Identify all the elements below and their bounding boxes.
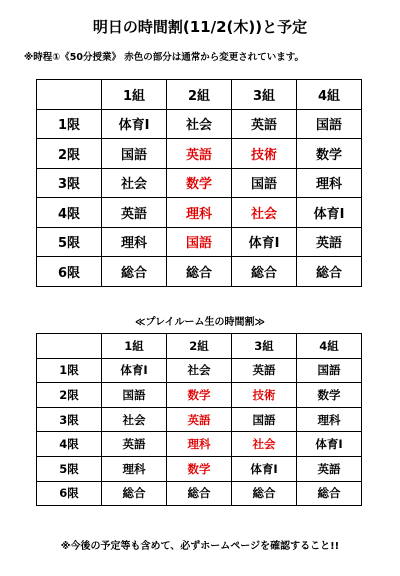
table-row xyxy=(37,257,362,287)
subject-cell: 体育Ⅰ xyxy=(232,227,297,257)
subject-cell: 理科 xyxy=(167,432,232,457)
timetable-playroom xyxy=(36,333,362,506)
subject-cell: 技術 xyxy=(232,383,297,408)
table-row xyxy=(37,383,362,408)
subject-cell: 理科 xyxy=(102,456,167,481)
footer-note: ※今後の予定等も含めて、必ずホームページを確認すること!! xyxy=(60,541,340,552)
period-label: 4限 xyxy=(37,198,102,228)
subject-cell: 国語 xyxy=(297,358,362,383)
playroom-subtitle: ≪プレイルーム生の時間割≫ xyxy=(134,317,266,328)
subject-cell: 社会 xyxy=(232,198,297,228)
subject-cell: 数学 xyxy=(167,168,232,198)
page-title: 明日の時間割(11/2(木))と予定 xyxy=(92,18,308,36)
subject-cell: 体育Ⅰ xyxy=(297,198,362,228)
subject-cell: 社会 xyxy=(167,109,232,139)
table-row xyxy=(37,432,362,457)
subject-cell: 英語 xyxy=(232,358,297,383)
subject-cell: 英語 xyxy=(102,432,167,457)
header-row xyxy=(37,334,362,359)
subject-cell: 総合 xyxy=(167,257,232,287)
class-header: 3組 xyxy=(232,334,297,359)
table-row xyxy=(37,109,362,139)
subject-cell: 体育Ⅰ xyxy=(232,456,297,481)
subject-cell: 体育Ⅰ xyxy=(102,109,167,139)
table-row xyxy=(37,139,362,169)
subject-cell: 総合 xyxy=(167,481,232,506)
subject-cell: 体育Ⅰ xyxy=(297,432,362,457)
period-label: 5限 xyxy=(37,227,102,257)
subject-cell: 国語 xyxy=(102,383,167,408)
subject-cell: 社会 xyxy=(167,358,232,383)
class-header: 1組 xyxy=(102,80,167,110)
subject-cell: 理科 xyxy=(102,227,167,257)
period-label: 6限 xyxy=(37,257,102,287)
period-label: 1限 xyxy=(37,109,102,139)
period-label: 4限 xyxy=(37,432,102,457)
subject-cell: 数学 xyxy=(297,383,362,408)
table-row xyxy=(37,358,362,383)
table-row xyxy=(37,198,362,228)
period-label: 2限 xyxy=(37,383,102,408)
subject-cell: 理科 xyxy=(167,198,232,228)
period-label: 2限 xyxy=(37,139,102,169)
table-row xyxy=(37,481,362,506)
subject-cell: 国語 xyxy=(102,139,167,169)
subject-cell: 数学 xyxy=(167,383,232,408)
subject-cell: 総合 xyxy=(297,257,362,287)
corner-cell xyxy=(37,80,102,110)
period-label: 1限 xyxy=(37,358,102,383)
subject-cell: 総合 xyxy=(102,257,167,287)
period-label: 6限 xyxy=(37,481,102,506)
subject-cell: 社会 xyxy=(102,407,167,432)
subject-cell: 英語 xyxy=(297,227,362,257)
subject-cell: 総合 xyxy=(297,481,362,506)
class-header: 4組 xyxy=(297,334,362,359)
class-header: 2組 xyxy=(167,334,232,359)
subject-cell: 技術 xyxy=(232,139,297,169)
subject-cell: 理科 xyxy=(297,168,362,198)
subject-cell: 英語 xyxy=(167,407,232,432)
class-header: 4組 xyxy=(297,80,362,110)
table-row xyxy=(37,168,362,198)
subject-cell: 英語 xyxy=(232,109,297,139)
period-label: 3限 xyxy=(37,168,102,198)
table-row xyxy=(37,227,362,257)
subject-cell: 国語 xyxy=(167,227,232,257)
class-header: 2組 xyxy=(167,80,232,110)
subject-cell: 英語 xyxy=(167,139,232,169)
header-row xyxy=(37,80,362,110)
subject-cell: 理科 xyxy=(297,407,362,432)
subject-cell: 社会 xyxy=(102,168,167,198)
subject-cell: 総合 xyxy=(232,257,297,287)
corner-cell xyxy=(37,334,102,359)
subject-cell: 英語 xyxy=(102,198,167,228)
subject-cell: 国語 xyxy=(297,109,362,139)
period-label: 5限 xyxy=(37,456,102,481)
table-row xyxy=(37,456,362,481)
subject-cell: 国語 xyxy=(232,168,297,198)
class-header: 1組 xyxy=(102,334,167,359)
subject-cell: 総合 xyxy=(232,481,297,506)
timetable-main xyxy=(36,79,362,287)
subject-cell: 数学 xyxy=(167,456,232,481)
subject-cell: 体育Ⅰ xyxy=(102,358,167,383)
schedule-note: ※時程①《50分授業》 赤色の部分は通常から変更されています。 xyxy=(24,52,305,63)
subject-cell: 数学 xyxy=(297,139,362,169)
subject-cell: 国語 xyxy=(232,407,297,432)
subject-cell: 社会 xyxy=(232,432,297,457)
subject-cell: 英語 xyxy=(297,456,362,481)
class-header: 3組 xyxy=(232,80,297,110)
subject-cell: 総合 xyxy=(102,481,167,506)
table-row xyxy=(37,407,362,432)
period-label: 3限 xyxy=(37,407,102,432)
